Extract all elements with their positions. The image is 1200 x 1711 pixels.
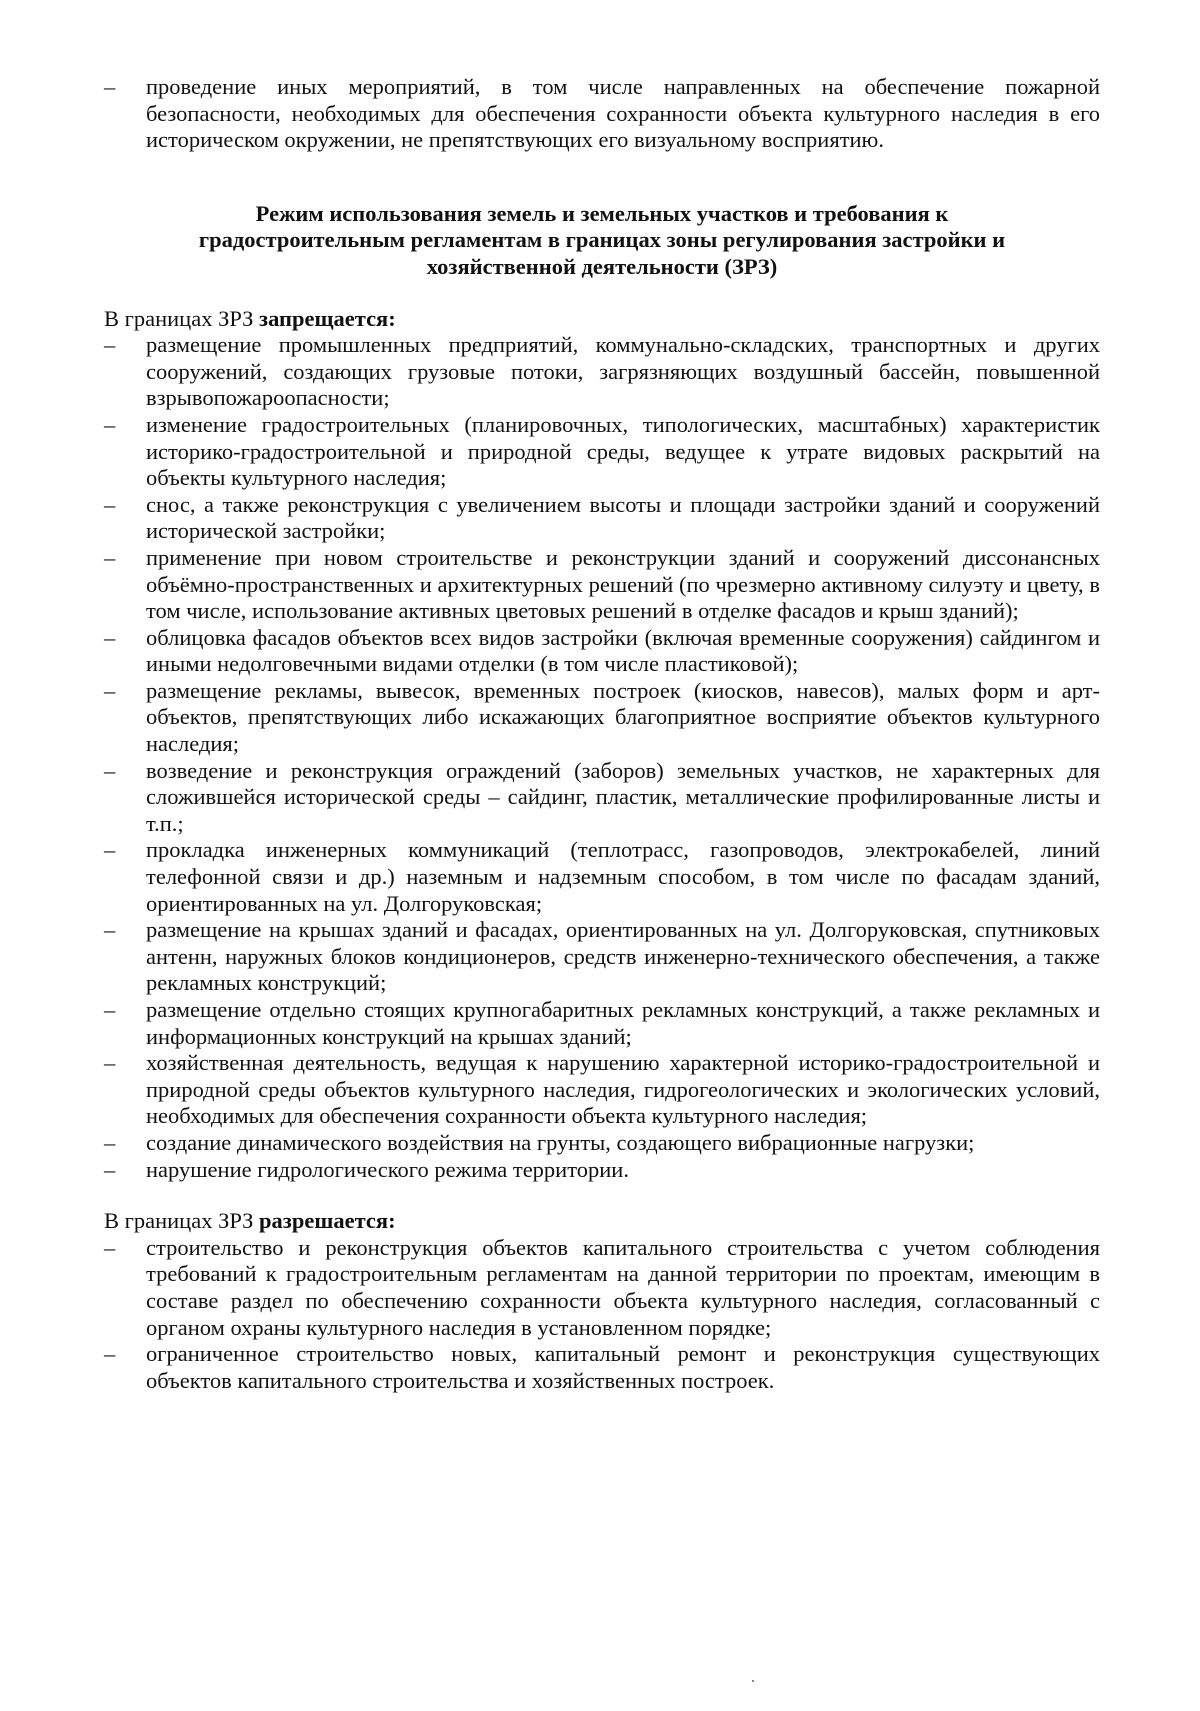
dash-marker: – [104,624,116,650]
dash-marker: – [104,917,116,943]
list-item [104,1157,1100,1184]
permitted-intro [104,1208,1100,1235]
dash-marker: – [104,411,116,437]
list-item [104,837,1100,917]
list-item [104,412,1100,492]
prohibited-intro-prefix: В границах ЗРЗ [104,305,260,331]
list-item-text: размещение на крышах зданий и фасадах, ориентированных на ул. Долгоруковская, спутниковых антенн, наружных блоков кондиционеров, средств инженерно-технического обеспечения, а также рекламных конструкций; [146,917,1100,996]
list-item [104,332,1100,412]
dash-marker: – [104,1156,116,1182]
dash-marker: – [104,1050,116,1076]
dash-marker: – [104,757,116,783]
section-heading: Режим использования земель и земельных участков и требования к градостроительным регламентам в границах зоны регулирования застройки и хозяйственной деятельности (ЗРЗ) [198,200,1006,279]
page-content [104,74,1100,1394]
list-item-text: нарушение гидрологического режима территории. [146,1156,629,1182]
scan-speck [752,1680,754,1682]
list-item-text: применение при новом строительстве и реконструкции зданий и сооружений диссонансных объёмно-пространственных и архитектурных решений (по чрезмерно активному силуэту и цвету, в том числе, использование активных цветовых решений в отделке фасадов и крыш зданий); [146,544,1100,624]
list-item-text: хозяйственная деятельность, ведущая к нарушению характерной историко-градостроительной и природной среды объектов культурного наследия, гидрогеологических и экологических условий, необходимых для обеспечения сохранности объекта культурного наследия; [146,1050,1100,1129]
dash-marker: – [104,1234,116,1260]
list-item-text: снос, а также реконструкция с увеличением высоты и площади застройки зданий и сооружений исторической застройки; [146,491,1100,544]
permitted-intro-prefix: В границах ЗРЗ [104,1208,260,1234]
list-item [104,1341,1100,1394]
list-item [104,758,1100,838]
list-item-text: возведение и реконструкция ограждений (заборов) земельных участков, не характерных для сложившейся исторической среды – сайдинг, пластик, металлические профилированные листы и т.п.; [146,757,1100,836]
list-item-text: прокладка инженерных коммуникаций (теплотрасс, газопроводов, электрокабелей, линий телефонной связи и др.) наземным и надземным способом, в том числе по фасадам зданий, ориентированных на ул. Долгоруковская; [146,837,1100,916]
permitted-list [104,1235,1100,1395]
list-item-text: создание динамического воздействия на грунты, создающего вибрационные нагрузки; [146,1129,975,1155]
list-item-text: размещение рекламы, вывесок, временных построек (киосков, навесов), малых форм и арт-объектов, препятствующих либо искажающих благоприятное восприятие объектов культурного наследия; [146,677,1100,757]
dash-marker: – [104,332,116,358]
list-item [104,545,1100,625]
prohibited-list [104,332,1100,1183]
list-item [104,997,1100,1050]
dash-marker: – [104,544,116,570]
list-item-text: размещение промышленных предприятий, коммунально-складских, транспортных и других сооружений, создающих грузовые потоки, загрязняющих воздушный бассейн, повышенной взрывопожароопасности; [146,332,1100,411]
list-item [104,1130,1100,1157]
list-item [104,917,1100,997]
list-item [104,625,1100,678]
list-item-text: облицовка фасадов объектов всех видов застройки (включая временные сооружения) сайдингом и иными недолговечными видами отделки (в том числе пластиковой); [146,624,1100,677]
prohibited-intro [104,306,1100,333]
permitted-intro-bold: разрешается: [259,1208,396,1234]
list-item [104,678,1100,758]
dash-marker: – [104,1129,116,1155]
list-item [104,1235,1100,1341]
list-item-text: изменение градостроительных (планировочных, типологических, масштабных) характеристик историко-градостроительной и природной среды, ведущее к утрате видовых раскрытий на объекты культурного наследия; [146,411,1100,491]
dash-marker: – [104,837,116,863]
dash-marker: – [104,997,116,1022]
dash-marker: – [104,491,116,517]
list-item-text: размещение отдельно стоящих крупногабаритных рекламных конструкций, а также рекламных и информационных конструкций на крышах зданий; [146,997,1100,1049]
top-list [104,74,1100,154]
list-item [104,1050,1100,1130]
list-item-text: ограниченное строительство новых, капитальный ремонт и реконструкция существующих объектов капитального строительства и хозяйственных построек. [146,1341,1100,1393]
dash-marker: – [104,677,116,703]
dash-marker: – [104,1341,116,1367]
list-item [104,492,1100,545]
dash-marker: – [104,74,116,99]
list-item [104,74,1100,154]
list-item-text: строительство и реконструкция объектов капитального строительства с учетом соблюдения требований к градостроительным регламентам на данной территории по проектам, имеющим в составе раздел по обеспечению сохранности объекта культурного наследия, согласованный с органом охраны культурного наследия в установленном порядке; [146,1234,1100,1340]
prohibited-intro-bold: запрещается: [259,305,396,331]
list-item-text: проведение иных мероприятий, в том числе направленных на обеспечение пожарной безопасности, необходимых для обеспечения сохранности объекта культурного наследия в его историческом окружении, не препятствующих его визуальному восприятию. [146,74,1100,153]
